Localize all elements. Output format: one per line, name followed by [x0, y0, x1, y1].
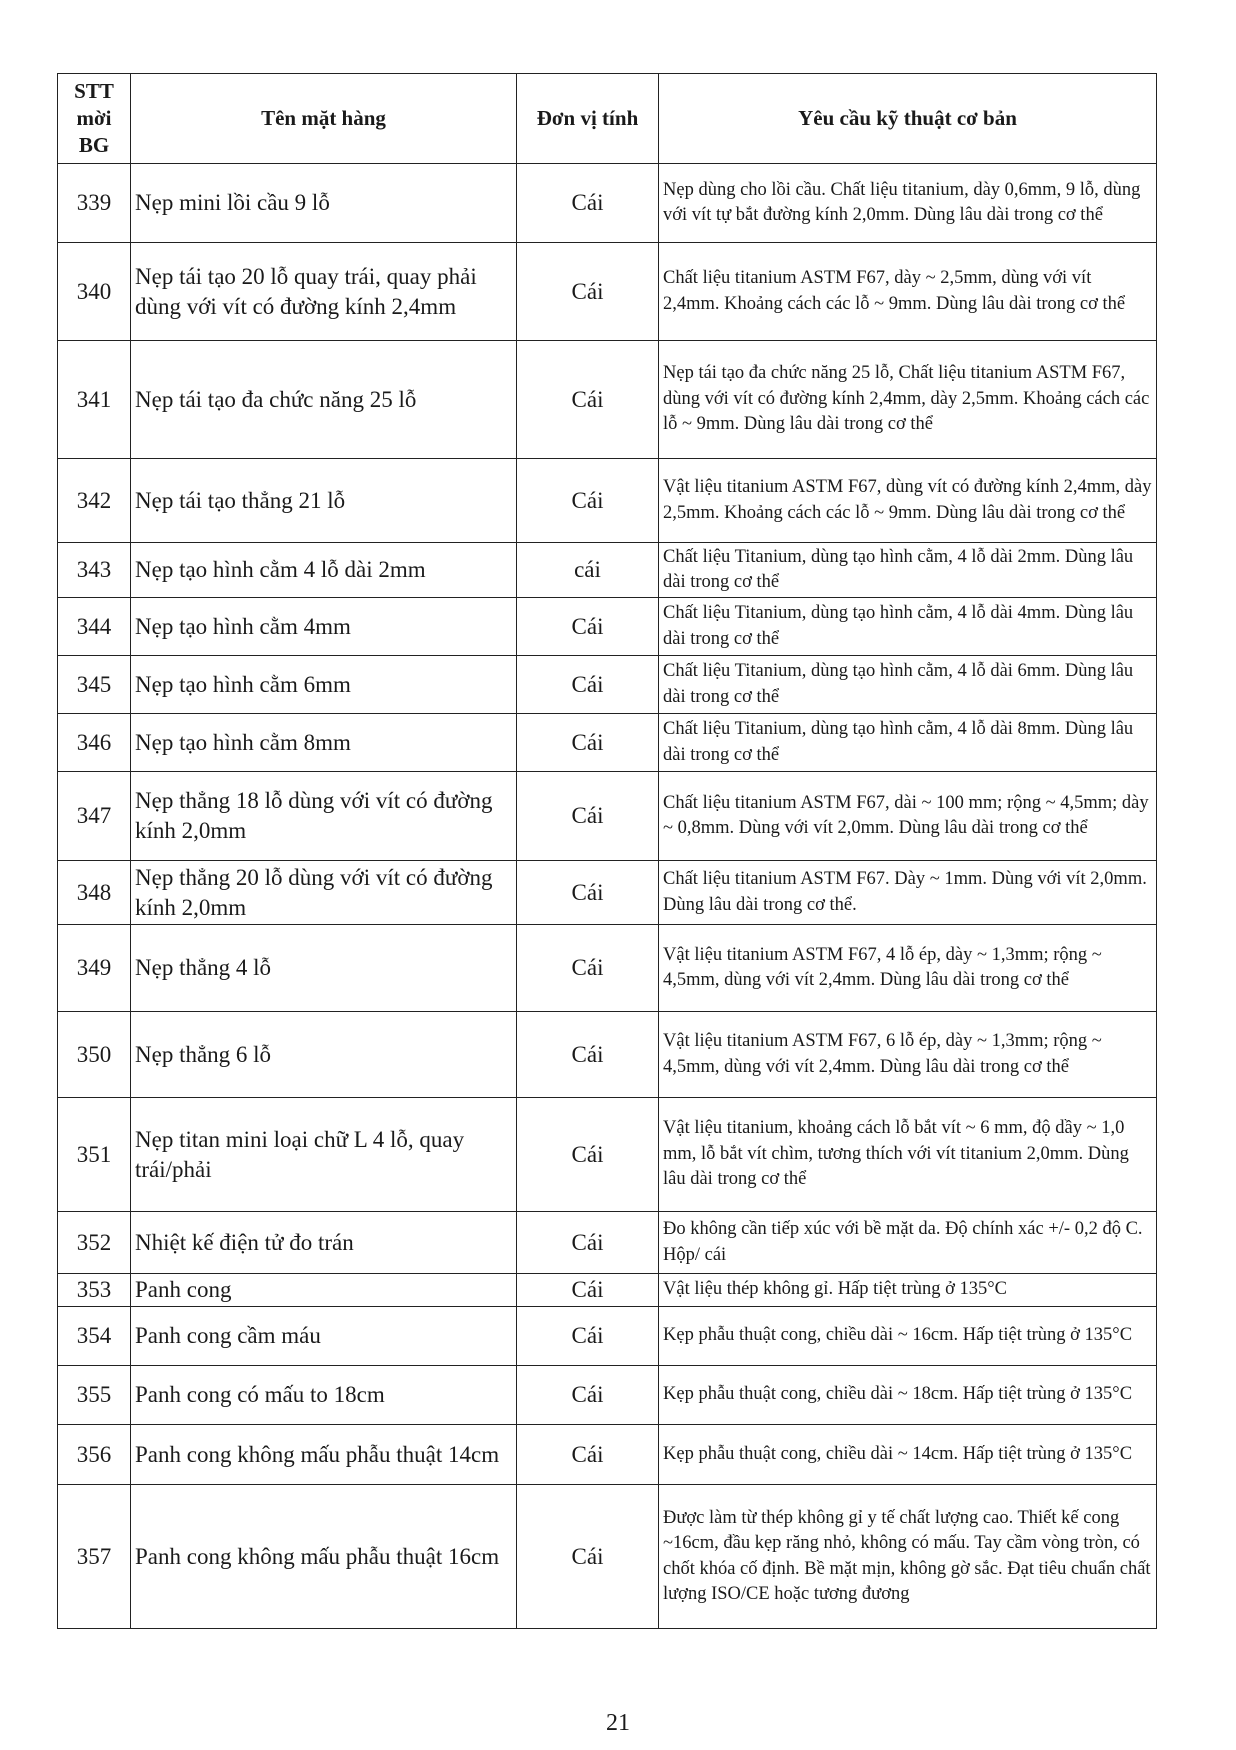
row-stt: 344	[58, 598, 131, 656]
table-row	[58, 1274, 1157, 1307]
row-requirements: Nẹp dùng cho lồi cầu. Chất liệu titanium, dày 0,6mm, 9 lỗ, dùng với vít tự bắt đường kính 2,0mm. Dùng lâu dài trong cơ thể	[659, 164, 1157, 243]
row-stt: 355	[58, 1366, 131, 1425]
row-item-name: Nẹp tạo hình cằm 8mm	[131, 714, 517, 772]
row-requirements: Chất liệu Titanium, dùng tạo hình cằm, 4 lỗ dài 6mm. Dùng lâu dài trong cơ thể	[659, 656, 1157, 714]
row-item-name: Nẹp tạo hình cằm 4 lỗ dài 2mm	[131, 543, 517, 598]
row-requirements: Kẹp phẫu thuật cong, chiều dài ~ 16cm. Hấp tiệt trùng ở 135°C	[659, 1307, 1157, 1366]
row-item-name: Nẹp tạo hình cằm 4mm	[131, 598, 517, 656]
header-requirements: Yêu cầu kỹ thuật cơ bản	[659, 74, 1157, 164]
row-unit: Cái	[517, 925, 659, 1012]
row-unit: Cái	[517, 1098, 659, 1212]
row-item-name: Nẹp titan mini loại chữ L 4 lỗ, quay trái/phải	[131, 1098, 517, 1212]
row-unit: Cái	[517, 243, 659, 341]
row-item-name: Nẹp mini lồi cầu 9 lỗ	[131, 164, 517, 243]
row-requirements: Nẹp tái tạo đa chức năng 25 lỗ, Chất liệu titanium ASTM F67, dùng với vít có đường kính 2,4mm, dày 2,5mm. Khoảng cách các lỗ ~ 9mm. Dùng lâu dài trong cơ thể	[659, 341, 1157, 459]
row-unit: Cái	[517, 1425, 659, 1485]
row-unit: Cái	[517, 772, 659, 861]
table-row	[58, 714, 1157, 772]
row-item-name: Nẹp tái tạo 20 lỗ quay trái, quay phải dùng với vít có đường kính 2,4mm	[131, 243, 517, 341]
row-requirements: Chất liệu Titanium, dùng tạo hình cằm, 4 lỗ dài 8mm. Dùng lâu dài trong cơ thể	[659, 714, 1157, 772]
row-item-name: Nẹp tái tạo đa chức năng 25 lỗ	[131, 341, 517, 459]
table-row	[58, 1098, 1157, 1212]
table-row	[58, 861, 1157, 925]
row-item-name: Nẹp thẳng 18 lỗ dùng với vít có đường kính 2,0mm	[131, 772, 517, 861]
row-stt: 356	[58, 1425, 131, 1485]
row-item-name: Nhiệt kế điện tử đo trán	[131, 1212, 517, 1274]
table-header-row	[58, 74, 1157, 164]
table-row	[58, 1307, 1157, 1366]
row-unit: Cái	[517, 164, 659, 243]
row-stt: 342	[58, 459, 131, 543]
row-requirements: Chất liệu Titanium, dùng tạo hình cằm, 4 lỗ dài 4mm. Dùng lâu dài trong cơ thể	[659, 598, 1157, 656]
header-item-name: Tên mặt hàng	[131, 74, 517, 164]
row-unit: Cái	[517, 1212, 659, 1274]
row-requirements: Kẹp phẫu thuật cong, chiều dài ~ 14cm. Hấp tiệt trùng ở 135°C	[659, 1425, 1157, 1485]
row-unit: Cái	[517, 341, 659, 459]
row-requirements: Vật liệu titanium ASTM F67, 4 lỗ ép, dày ~ 1,3mm; rộng ~ 4,5mm, dùng với vít 2,4mm. Dùng lâu dài trong cơ thể	[659, 925, 1157, 1012]
table-row	[58, 1212, 1157, 1274]
row-unit: Cái	[517, 459, 659, 543]
table-row	[58, 341, 1157, 459]
row-unit: Cái	[517, 656, 659, 714]
row-requirements: Được làm từ thép không gỉ y tế chất lượng cao. Thiết kế cong ~16cm, đầu kẹp răng nhỏ, không có mấu. Tay cầm vòng tròn, có chốt khóa cố định. Bề mặt mịn, không gờ sắc. Đạt tiêu chuẩn chất lượng ISO/CE hoặc tương đương	[659, 1485, 1157, 1629]
row-unit: Cái	[517, 714, 659, 772]
row-item-name: Nẹp tạo hình cằm 6mm	[131, 656, 517, 714]
row-stt: 345	[58, 656, 131, 714]
row-unit: Cái	[517, 1366, 659, 1425]
row-stt: 349	[58, 925, 131, 1012]
row-stt: 348	[58, 861, 131, 925]
row-unit: Cái	[517, 598, 659, 656]
header-stt: STT mời BG	[58, 74, 131, 164]
row-stt: 354	[58, 1307, 131, 1366]
row-stt: 341	[58, 341, 131, 459]
header-unit: Đơn vị tính	[517, 74, 659, 164]
row-stt: 339	[58, 164, 131, 243]
row-requirements: Chất liệu titanium ASTM F67, dài ~ 100 mm; rộng ~ 4,5mm; dày ~ 0,8mm. Dùng với vít 2,0mm. Dùng lâu dài trong cơ thể	[659, 772, 1157, 861]
table-row	[58, 1366, 1157, 1425]
table-row	[58, 1485, 1157, 1629]
row-requirements: Vật liệu thép không gỉ. Hấp tiệt trùng ở 135°C	[659, 1274, 1157, 1307]
table-row	[58, 543, 1157, 598]
table-row	[58, 1425, 1157, 1485]
table-row	[58, 459, 1157, 543]
row-stt: 351	[58, 1098, 131, 1212]
row-item-name: Nẹp thẳng 4 lỗ	[131, 925, 517, 1012]
table-row	[58, 598, 1157, 656]
row-stt: 340	[58, 243, 131, 341]
row-stt: 357	[58, 1485, 131, 1629]
row-stt: 346	[58, 714, 131, 772]
row-requirements: Chất liệu Titanium, dùng tạo hình cằm, 4 lỗ dài 2mm. Dùng lâu dài trong cơ thể	[659, 543, 1157, 598]
row-item-name: Panh cong cầm máu	[131, 1307, 517, 1366]
row-item-name: Panh cong không mấu phẫu thuật 14cm	[131, 1425, 517, 1485]
row-item-name: Nẹp thẳng 20 lỗ dùng với vít có đường kính 2,0mm	[131, 861, 517, 925]
row-stt: 353	[58, 1274, 131, 1307]
row-item-name: Panh cong không mấu phẫu thuật 16cm	[131, 1485, 517, 1629]
row-requirements: Chất liệu titanium ASTM F67. Dày ~ 1mm. Dùng với vít 2,0mm. Dùng lâu dài trong cơ thể.	[659, 861, 1157, 925]
row-requirements: Chất liệu titanium ASTM F67, dày ~ 2,5mm, dùng với vít 2,4mm. Khoảng cách các lỗ ~ 9mm. Dùng lâu dài trong cơ thể	[659, 243, 1157, 341]
row-requirements: Vật liệu titanium ASTM F67, 6 lỗ ép, dày ~ 1,3mm; rộng ~ 4,5mm, dùng với vít 2,4mm. Dùng lâu dài trong cơ thể	[659, 1012, 1157, 1098]
row-unit: Cái	[517, 1012, 659, 1098]
table-row	[58, 656, 1157, 714]
row-unit: Cái	[517, 1307, 659, 1366]
row-stt: 350	[58, 1012, 131, 1098]
row-stt: 347	[58, 772, 131, 861]
row-requirements: Đo không cần tiếp xúc với bề mặt da. Độ chính xác +/- 0,2 độ C. Hộp/ cái	[659, 1212, 1157, 1274]
row-item-name: Nẹp tái tạo thẳng 21 lỗ	[131, 459, 517, 543]
page-number: 21	[606, 1710, 630, 1736]
row-stt: 343	[58, 543, 131, 598]
table-row	[58, 1012, 1157, 1098]
row-item-name: Panh cong	[131, 1274, 517, 1307]
bid-items-table	[57, 73, 1157, 1629]
row-item-name: Panh cong có mấu to 18cm	[131, 1366, 517, 1425]
row-unit: cái	[517, 543, 659, 598]
table-row	[58, 925, 1157, 1012]
row-requirements: Kẹp phẫu thuật cong, chiều dài ~ 18cm. Hấp tiệt trùng ở 135°C	[659, 1366, 1157, 1425]
row-unit: Cái	[517, 1485, 659, 1629]
table-row	[58, 243, 1157, 341]
row-requirements: Vật liệu titanium, khoảng cách lỗ bắt vít ~ 6 mm, độ dầy ~ 1,0 mm, lỗ bắt vít chìm, tương thích với vít titanium 2,0mm. Dùng lâu dài trong cơ thể	[659, 1098, 1157, 1212]
row-unit: Cái	[517, 861, 659, 925]
table-row	[58, 772, 1157, 861]
row-stt: 352	[58, 1212, 131, 1274]
table-row	[58, 164, 1157, 243]
row-unit: Cái	[517, 1274, 659, 1307]
row-requirements: Vật liệu titanium ASTM F67, dùng vít có đường kính 2,4mm, dày 2,5mm. Khoảng cách các lỗ ~ 9mm. Dùng lâu dài trong cơ thể	[659, 459, 1157, 543]
row-item-name: Nẹp thẳng 6 lỗ	[131, 1012, 517, 1098]
